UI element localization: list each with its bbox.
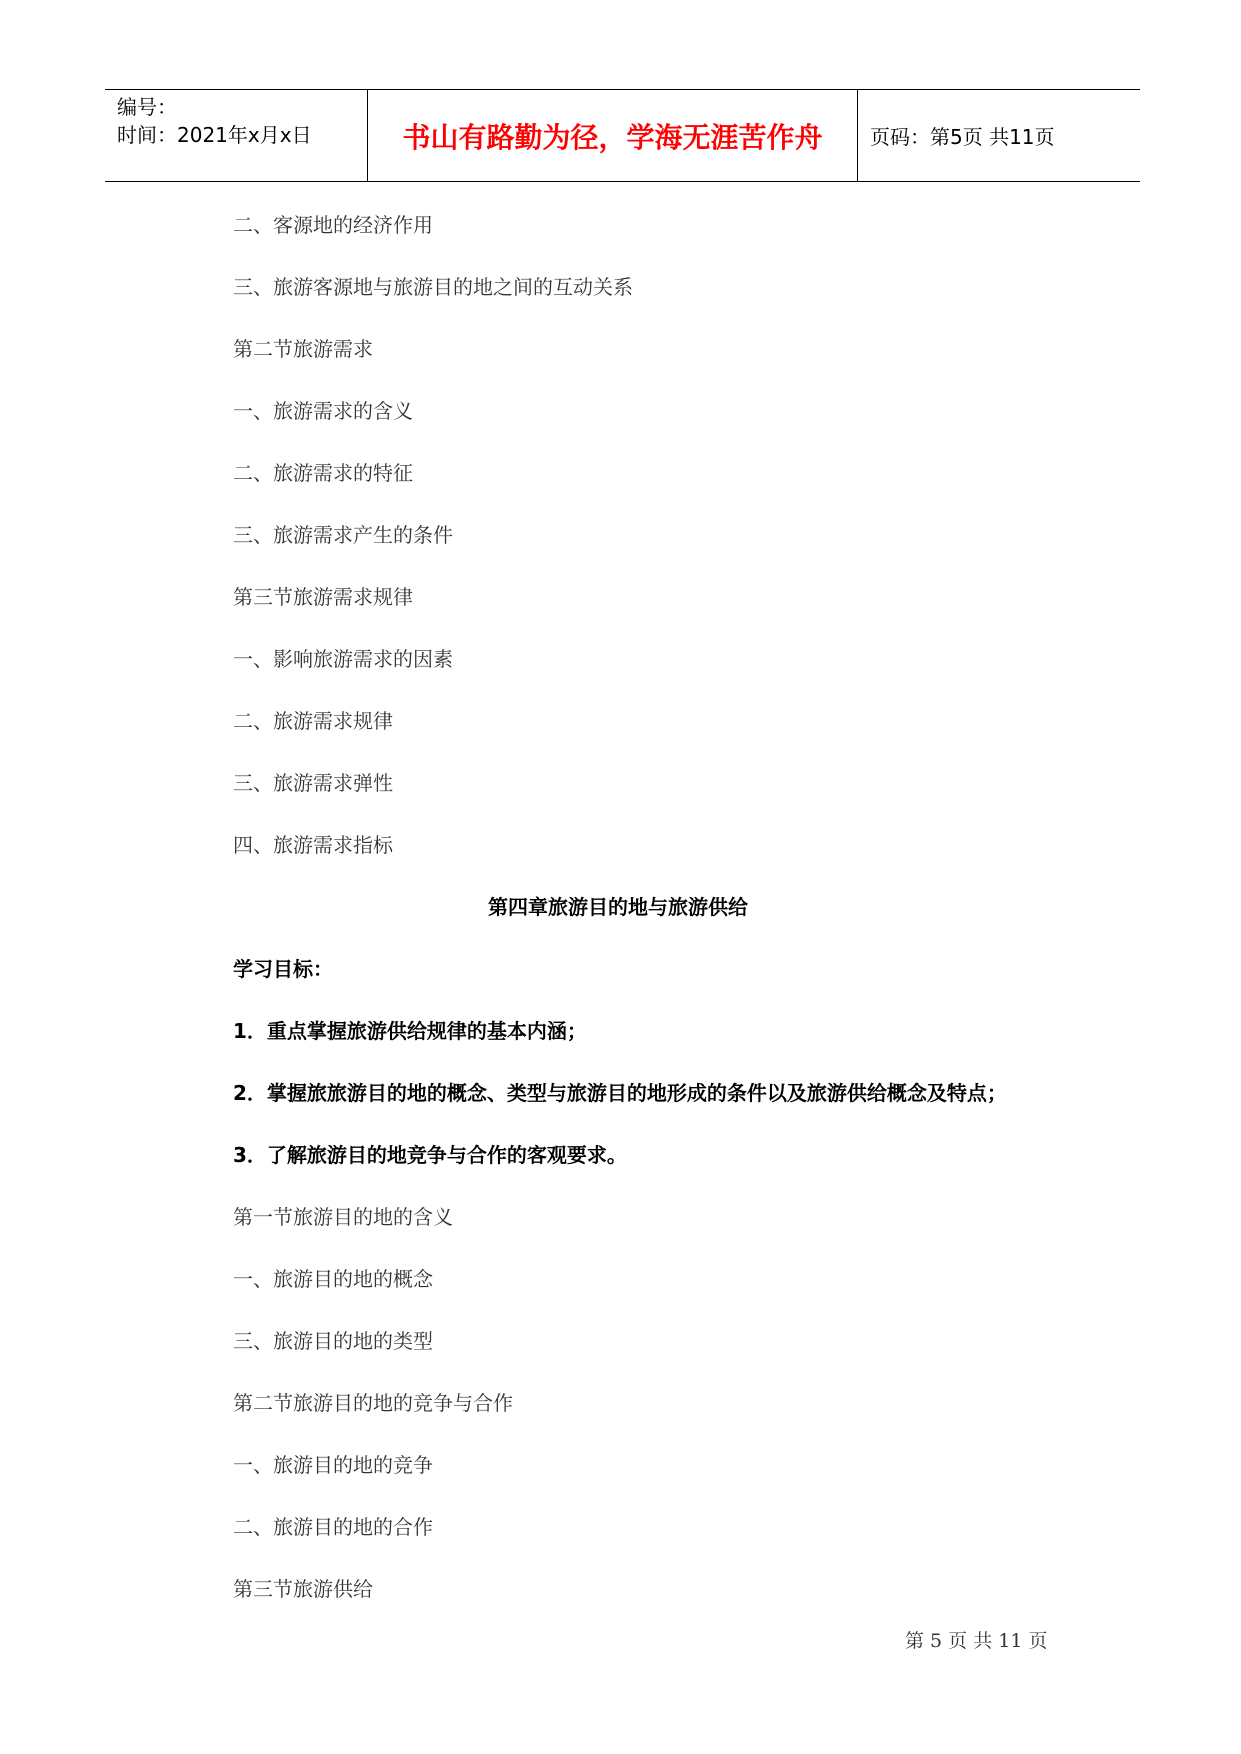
section-heading: 第二节旅游目的地的竞争与合作 <box>233 1391 513 1415</box>
list-item: 二、客源地的经济作用 <box>233 213 433 237</box>
objective-item: 1．重点掌握旅游供给规律的基本内涵； <box>233 1019 587 1043</box>
section-heading: 第二节旅游需求 <box>233 337 373 361</box>
list-item: 三、旅游客源地与旅游目的地之间的互动关系 <box>233 275 633 299</box>
document-body <box>233 205 1113 1631</box>
objective-item: 3．了解旅游目的地竞争与合作的客观要求。 <box>233 1143 627 1167</box>
objective-item: 2．掌握旅旅游目的地的概念、类型与旅游目的地形成的条件以及旅游供给概念及特点； <box>233 1081 1007 1105</box>
list-item: 一、旅游目的地的概念 <box>233 1267 433 1291</box>
section-heading: 第三节旅游供给 <box>233 1577 373 1601</box>
list-item: 三、旅游需求弹性 <box>233 771 393 795</box>
time-label: 时间：2021年x月x日 <box>117 123 312 147</box>
list-item: 四、旅游需求指标 <box>233 833 393 857</box>
header-page-info: 页码：第5页 共11页 <box>870 125 1055 149</box>
objectives-heading: 学习目标： <box>233 957 333 981</box>
list-item: 一、旅游需求的含义 <box>233 399 413 423</box>
number-label: 编号： <box>117 95 177 119</box>
header-motto: 书山有路勤为径，学海无涯苦作舟 <box>368 90 858 181</box>
list-item: 一、影响旅游需求的因素 <box>233 647 453 671</box>
list-item: 二、旅游需求规律 <box>233 709 393 733</box>
list-item: 二、旅游目的地的合作 <box>233 1515 433 1539</box>
page-footer: 第 5 页 共 11 页 <box>905 1630 1048 1652</box>
list-item: 一、旅游目的地的竞争 <box>233 1453 433 1477</box>
page-header <box>105 89 1140 182</box>
chapter-title: 第四章旅游目的地与旅游供给 <box>488 895 748 919</box>
list-item: 三、旅游目的地的类型 <box>233 1329 433 1353</box>
section-heading: 第三节旅游需求规律 <box>233 585 413 609</box>
list-item: 二、旅游需求的特征 <box>233 461 413 485</box>
section-heading: 第一节旅游目的地的含义 <box>233 1205 453 1229</box>
list-item: 三、旅游需求产生的条件 <box>233 523 453 547</box>
header-meta <box>105 90 368 181</box>
